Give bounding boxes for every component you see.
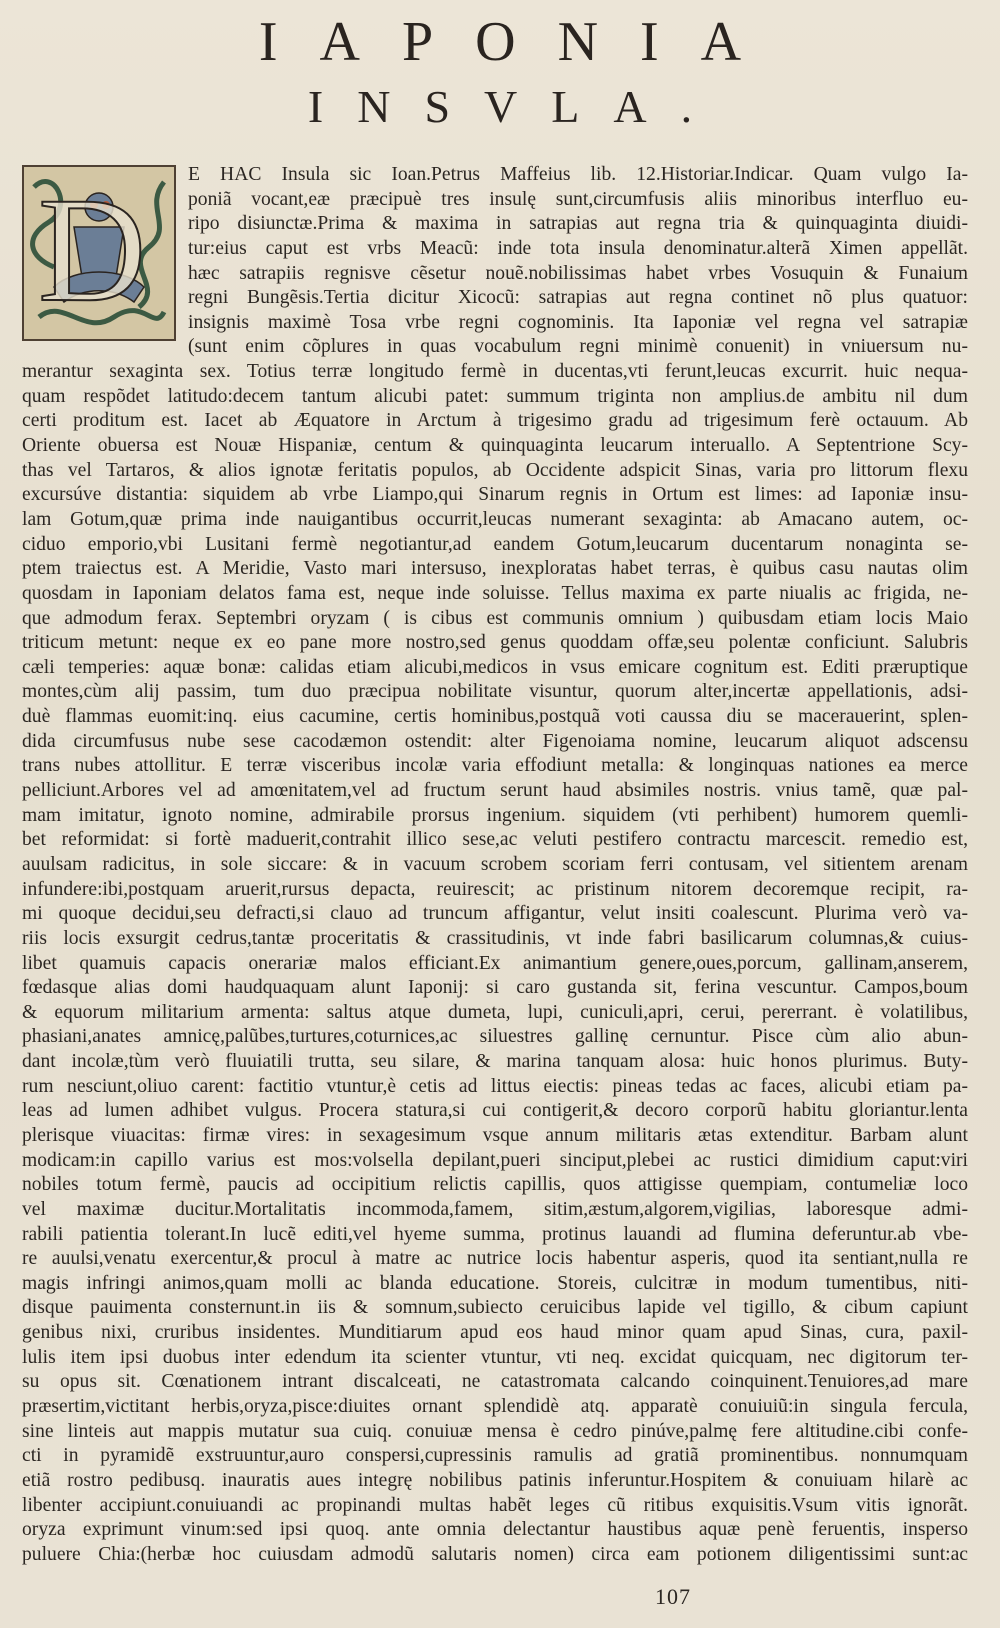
text-line: dant incolæ,tùm verò fluuiatili trutta, seu silare, & marina tanquam alosa: huic honos plurimus. Buty- [22, 1051, 968, 1073]
text-line: magis infringi animos,quam molli ac blanda educatione. Storeis, culcitræ in modum tumentibus, niti- [22, 1272, 968, 1294]
body-text [22, 163, 968, 1568]
text-line: sine linteis aut mappis mutatur sua cuiq. conuiuæ mensa è cedro pinúve,palmę fere altitudine.cibi confe- [22, 1420, 968, 1442]
text-line: re auulsi,venatu exercentur,& procul à matre ac nutrice locis habentur asperis, quod ita sentiant,nulla re [22, 1248, 968, 1270]
text-line: vel maximæ ducitur.Mortalitatis incommoda,famem, sitim,æstum,algorem,vigilias, laboresque admi- [22, 1198, 968, 1220]
text-line: su opus sit. Cœnationem intrant discalceati, ne catastromata calcando coinquinent.Tenuiores,ad mare [22, 1371, 968, 1393]
text-line: rabili patientia tolerant.In lucẽ editi,vel hyeme summa, protinus lauandi ad flumina deferuntur.ab vbe- [22, 1223, 968, 1245]
text-line-indented: insignis maximè Tosa vrbe regni cognominis. Ita Iaponiæ vel regna vel satrapiæ [188, 311, 968, 333]
text-line: phasiani,anates amnicę,palũbes,turtures,coturnices,ac siluestres gallinę cernuntur. Pisce cùm alio abun- [22, 1026, 968, 1048]
text-line: cæli temperies: aquæ bonæ: calidas etiam alicubi,medicos in vsus emicare cognitum est. Editi præruptique [22, 656, 968, 678]
text-line: que admodum ferax. Septembri oryzam ( is cibus est communis omnium ) quibusdam etiam locis Maio [22, 607, 968, 629]
text-line-indented: hæc satrapiis regnisve cẽsetur nouẽ.nobilissimas habet vrbes Vosuquin & Funaium [188, 262, 968, 284]
text-line: mi quoque decidui,seu defracti,si clauo ad truncum affigantur, velut insiti coalescunt. Plurima verò va- [22, 903, 968, 925]
text-line: fœdasque alias domi haudquaquam alunt Iaponij: si caro gustanda sit, ferina vescuntur. Campos,boum [22, 977, 968, 999]
title-insula: INSVLA. [307, 81, 727, 132]
text-line: lulis item ipsi duobus inter edendum ita scienter vtuntur, vti neq. excidat quicquam, nec digitorum ter- [22, 1346, 968, 1368]
text-line: infundere:ibi,postquam aruerit,rursus depacta, reuirescit; ac pristinum nitorem decoremque recipit, ra- [22, 878, 968, 900]
text-line-indented: tur:eius caput est vrbs Meacũ: inde tota insula denominatur.alterã Ximen appellãt. [188, 237, 968, 259]
text-line: ciduo emporio,vbi Lusitani fermè negotiantur,ad eandem Gotum,leucarum ducentarum nonaginta se- [22, 533, 968, 555]
text-line: genibus nixi, cruribus insidentes. Munditiarum apud eos haud minor quam apud Sinas, cura, paxil- [22, 1322, 968, 1344]
text-line: lam Gotum,quæ prima inde nauigantibus occurrit,leucas numerant sexaginta: ab Amacano autem, oc- [22, 508, 968, 530]
text-line: leas ad lumen adhibet vulgus. Procera statura,si cui contigerit,& decoro corporũ habitu gloriantur.lenta [22, 1100, 968, 1122]
text-line-indented: regni Bungẽsis.Tertia dicitur Xicocũ: satrapias aut regna continet nõ plus quatuor: [188, 287, 968, 309]
text-line: pelliciunt.Arbores vel ad amœnitatem,vel ad fructum serunt haud absimiles nostris. vnius tamẽ, quæ pal- [22, 780, 968, 802]
text-line: rum nesciunt,oliuo carent: factitio vtuntur,è cetis ad littus eiectis: pineas tedas ac faces, alicubi etiam pa- [22, 1075, 968, 1097]
text-line: etiã rostro pedibusq. inauratis aues integrę nobilibus patinis inferuntur.Hospitem & conuiuam hilarè ac [22, 1469, 968, 1491]
text-line: triticum metunt: neque ex eo pane more nostro,sed genus quoddam offæ,seu polentæ conficiunt. Salubris [22, 632, 968, 654]
text-line: quosdam in Iaponiam delatos fama est, neque inde soluisse. Tellus maxima ex parte niualis ac frigida, ne- [22, 582, 968, 604]
text-line: auulsam radicitus, in sole siccare: & in vacuum scrobem scoriam ferri contusam, vel sitientem arenam [22, 853, 968, 875]
text-line: disque pauimenta consternunt.in iis & somnum,subiecto ceruicibus lapide vel tigillo, & cibum capiunt [22, 1297, 968, 1319]
text-line-indented: poniã vocant,eæ præcipuè tres insulę sunt,circumfusis aliis minoribus interfluo eu- [188, 188, 968, 210]
text-line: & equorum militarium armenta: saltus atque dumeta, lupi, cuniculi,apri, cerui, pererrant. è volatilibus, [22, 1001, 968, 1023]
text-line: dida circumfusus nube sese cacodæmon ostendit: alter Figenoiama nomine, leucarum aliquot adscensu [22, 730, 968, 752]
text-line: quam respõdet latitudo:decem tantum alicubi patet: summum triginta non amplius.de ambitu nil dum [22, 385, 968, 407]
text-line-indented: (sunt enim cõplures in quas vocabulum regni minimè conuenit) in vniuersum nu- [188, 336, 968, 358]
text-line: riis locis exsurgit cedrus,tantæ proceritatis & crassitudinis, vt inde fabri basilicarum columnas,& cuius- [22, 927, 968, 949]
text-line: trans nubes attollitur. E terræ visceribus incolæ varia effodiunt metalla: & longinquas nationes ea merce [22, 755, 968, 777]
text-line: libenter accipiunt.conuiuandi ac propinandi multas habẽt leges cũ ritibus exquisitis.Vsum vitis ignorãt. [22, 1494, 968, 1516]
text-line: puluere Chia:(herbæ hoc cuiusdam admodũ salutaris nomen) circa eam potionem diligentissimi sunt:ac [22, 1543, 968, 1565]
text-line: modicam:in capillo varius est mos:volsella depilant,pueri sinciput,plebei ac rustici dimidium caput:viri [22, 1149, 968, 1171]
text-line: Oriente obuersa est Nouæ Hispaniæ, centum & quinquaginta leucarum interuallo. A Septentrione Scy- [22, 435, 968, 457]
text-line-indented: ripo disiunctæ.Prima & maxima in satrapias aut regna tria & quinquaginta diuidi- [188, 213, 968, 235]
text-line: duè flammas euomit:inq. eius cacumine, certis hominibus,postquã voti caussa diu se macerauerint, splen- [22, 706, 968, 728]
text-line: bet reformidat: si fortè maduerit,contrahit illico sese,ac veluti pestifero contractu marcescit. remedio est, [22, 829, 968, 851]
text-line: nobiles totum fermè, paucis ad occipitium relictis capillis, quos attigisse quempiam, contumeliæ loco [22, 1174, 968, 1196]
text-line: ptem traiectus est. A Meridie, Vasto mari intersuso, inexploratas habet terras, è quibus casu nautas olim [22, 558, 968, 580]
text-line: excursúve distantia: siquidem ab vrbe Liampo,qui Sinarum regnis in Ortum est limes: ad Iaponiæ insu- [22, 484, 968, 506]
text-line: mam imitatur, ignoto nomine, admirabile prorsus ingenium. siquidem (vti perhibent) humorem quemli- [22, 804, 968, 826]
initial-letter-glyph: D [38, 167, 147, 333]
text-line-indented: E HAC Insula sic Ioan.Petrus Maffeius lib. 12.Historiar.Indicar. Quam vulgo Ia- [188, 164, 968, 185]
text-line: montes,cùm alij passim, tum duo præcipua nobilitate visuntur, quorum alter,incertæ appellationis, adsi- [22, 681, 968, 703]
text-line: plerisque viuacitas: firmæ vires: in sexagesimum vsque annum militaris ætas extenditur. Barbam alunt [22, 1124, 968, 1146]
text-line: libet quamuis capacis onerariæ malos efficiant.Ex animantium genere,oues,porcum, gallinam,anserem, [22, 952, 968, 974]
text-line: merantur sexaginta sex. Totius terræ longitudo fermè in ducentas,vti ferunt,leucas excurrit. huic nequa- [22, 361, 968, 383]
text-line: thas vel Tartaros, & alios ignotæ feritatis populos, ab Occidente adspicit Sinas, varia pro littorum flexu [22, 459, 968, 481]
text-line: cti in pyramidẽ exstruuntur,auro conspersi,cupressinis ramulis ad gratiã prominentibus. nonnumquam [22, 1445, 968, 1467]
title-iaponia: IAPONIA [258, 11, 784, 73]
text-line: oryza exprimunt vinum:sed ipsi quoq. ante omnia delectantur haustibus aquæ penè feruentis, insperso [22, 1519, 968, 1541]
text-line: certi proditum est. Iacet ab Æquatore in Arctum à trigesimo gradu ad trigesimum ferè octauum. Ab [22, 410, 968, 432]
text-line: præsertim,victitant herbis,oryza,pisce:diuites ornant splendidè atq. apparatè conuiuiũ:in singula fercula, [22, 1396, 968, 1418]
page-number: 107 [655, 1584, 691, 1609]
